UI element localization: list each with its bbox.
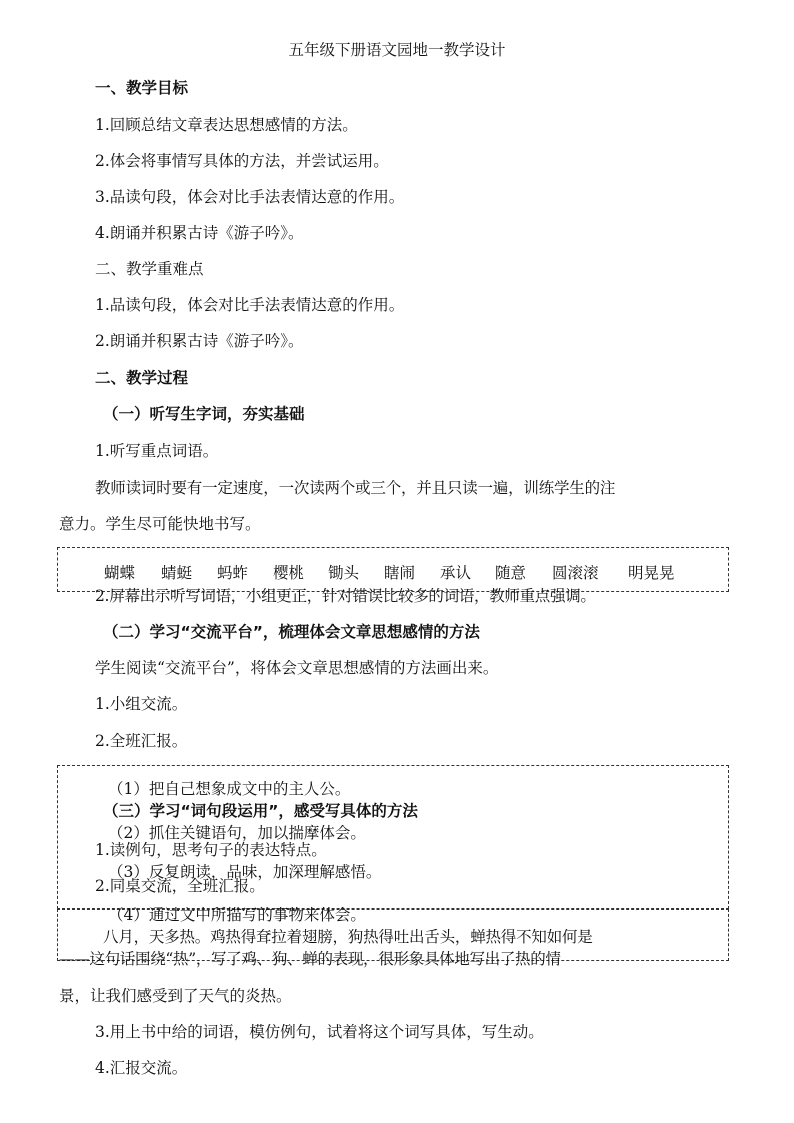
dictation-step-2: 2.屏幕出示听写词语，小组更正，针对错误比较多的词语，教师重点强调。 xyxy=(95,587,596,605)
vocab-word: 锄头 xyxy=(328,564,360,582)
sentence-step-1: 1.读例句，思考句子的表达特点。 xyxy=(95,841,327,859)
dictation-step-1: 1.听写重点词语。 xyxy=(95,442,219,460)
vocab-word: 明晃晃 xyxy=(628,564,675,582)
example-analysis-line-2: 景，让我们感受到了天气的炎热。 xyxy=(59,987,292,1005)
dictation-paragraph-line-2: 意力。学生尽可能快地书写。 xyxy=(59,515,261,533)
example-analysis-line-1: ——这句话围绕“热”，写了鸡、狗、蝉的表现，很形象具体地写出了热的情 xyxy=(59,950,561,968)
sentence-step-2: 2.同桌交流，全班汇报。 xyxy=(95,877,265,895)
heading-teaching-process: 二、教学过程 xyxy=(95,369,189,387)
vocab-word: 蚂蚱 xyxy=(217,564,249,582)
heading-key-points: 二、教学重难点 xyxy=(95,260,204,278)
goal-4: 4.朗诵并积累古诗《游子吟》。 xyxy=(95,224,304,242)
heading-teaching-goals: 一、教学目标 xyxy=(95,79,189,97)
vocab-word: 瞎闹 xyxy=(384,564,416,582)
subheading-exchange-platform: （二）学习“交流平台”，梳理体会文章思想感情的方法 xyxy=(103,623,480,641)
vocab-word: 圆滚滚 xyxy=(552,564,599,582)
method-1: （1）把自己想象成文中的主人公。 xyxy=(108,780,351,798)
sentence-step-4: 4.汇报交流。 xyxy=(95,1059,188,1077)
exchange-step-2: 2.全班汇报。 xyxy=(95,732,188,750)
subheading-dictation: （一）听写生字词，夯实基础 xyxy=(103,405,305,423)
method-4: （4）通过文中所描写的事物来体会。 xyxy=(108,906,366,924)
example-sentence: 八月，天多热。鸡热得耷拉着翅膀，狗热得吐出舌头，蝉热得不知如何是 xyxy=(103,928,593,946)
exchange-instruction: 学生阅读“交流平台”，将体会文章思想感情的方法画出来。 xyxy=(95,659,499,677)
vocab-word: 樱桃 xyxy=(273,564,305,582)
vocab-word: 随意 xyxy=(495,564,527,582)
key-point-1: 1.品读句段，体会对比手法表情达意的作用。 xyxy=(95,296,405,314)
document-title: 五年级下册语文园地一教学设计 xyxy=(288,41,506,59)
vocab-word: 蜻蜓 xyxy=(161,564,193,582)
goal-2: 2.体会将事情写具体的方法，并尝试运用。 xyxy=(95,152,389,170)
key-point-2: 2.朗诵并积累古诗《游子吟》。 xyxy=(95,332,304,350)
method-3: （3）反复朗读，品味，加深理解感悟。 xyxy=(108,863,382,881)
sentence-step-3: 3.用上书中给的词语，模仿例句，试着将这个词写具体，写生动。 xyxy=(95,1023,544,1041)
vocab-word: 承认 xyxy=(440,564,472,582)
subheading-word-sentence-use: （三）学习“词句段运用”，感受写具体的方法 xyxy=(103,802,418,820)
exchange-step-1: 1.小组交流。 xyxy=(95,695,188,713)
method-2: （2）抓住关键语句，加以揣摩体会。 xyxy=(108,824,366,842)
goal-3: 3.品读句段，体会对比手法表情达意的作用。 xyxy=(95,188,405,206)
dictation-paragraph-line-1: 教师读词时要有一定速度，一次读两个或三个，并且只读一遍，训练学生的注 xyxy=(95,479,616,497)
goal-1: 1.回顾总结文章表达思想感情的方法。 xyxy=(95,116,358,134)
vocab-word: 蝴蝶 xyxy=(104,564,136,582)
